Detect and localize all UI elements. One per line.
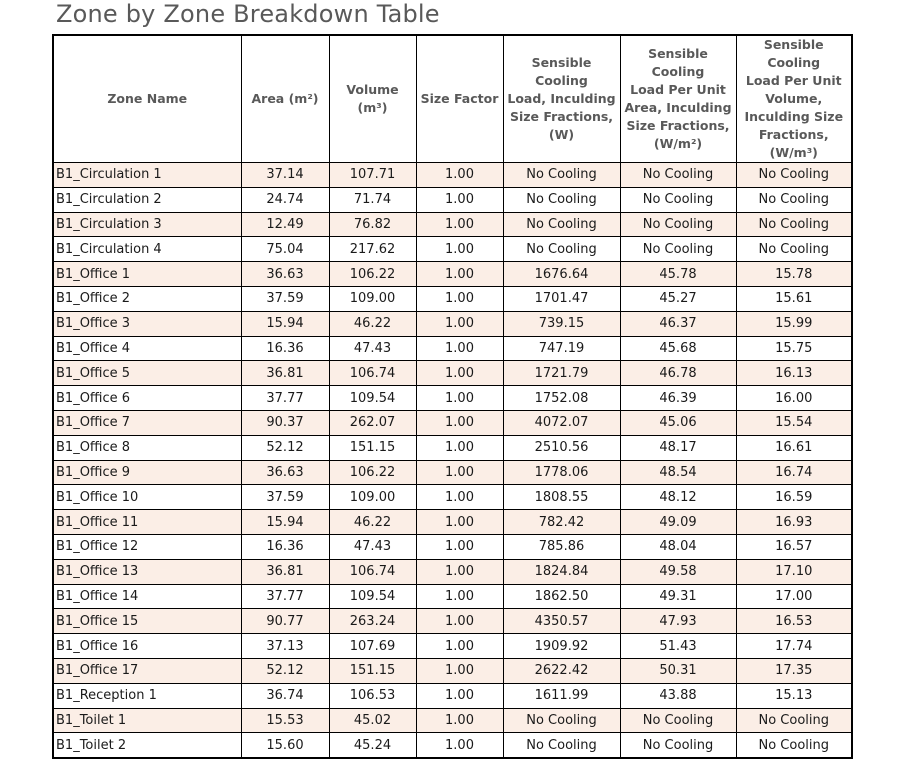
cooling-load-cell: 4072.07 <box>503 410 620 435</box>
header-line: (W) <box>548 127 575 142</box>
header-line: (W/m³) <box>769 145 818 160</box>
load-per-area-cell: 45.06 <box>620 410 736 435</box>
size-factor-cell: 1.00 <box>416 658 503 683</box>
load-per-volume-cell: No Cooling <box>736 237 852 262</box>
header-line: Fractions, <box>758 127 829 142</box>
table-row <box>53 311 852 336</box>
size-factor-cell: 1.00 <box>416 286 503 311</box>
area-cell: 15.94 <box>241 510 329 535</box>
volume-cell: 106.74 <box>329 361 416 386</box>
cooling-load-cell: 1752.08 <box>503 386 620 411</box>
load-per-volume-cell: 17.74 <box>736 634 852 659</box>
load-per-area-cell: 46.39 <box>620 386 736 411</box>
header-line: Load Per Unit <box>630 82 726 97</box>
load-per-area-cell: 45.78 <box>620 262 736 287</box>
area-cell: 37.77 <box>241 386 329 411</box>
volume-cell: 106.22 <box>329 262 416 287</box>
volume-cell: 47.43 <box>329 534 416 559</box>
cooling-load-cell: 1778.06 <box>503 460 620 485</box>
zone-breakdown-table <box>52 34 853 759</box>
volume-cell: 109.54 <box>329 584 416 609</box>
load-per-volume-cell: 17.10 <box>736 559 852 584</box>
cooling-load-cell: 1862.50 <box>503 584 620 609</box>
size-factor-cell: 1.00 <box>416 584 503 609</box>
header-line: Inculding Size <box>744 109 844 124</box>
cooling-load-cell: 1701.47 <box>503 286 620 311</box>
table-row <box>53 658 852 683</box>
table-body <box>53 163 852 759</box>
header-row <box>53 35 852 163</box>
size-factor-cell: 1.00 <box>416 361 503 386</box>
table-row <box>53 559 852 584</box>
load-per-area-cell: No Cooling <box>620 212 736 237</box>
area-cell: 36.81 <box>241 559 329 584</box>
cooling-load-cell: No Cooling <box>503 212 620 237</box>
area-cell: 12.49 <box>241 212 329 237</box>
load-per-area-cell: No Cooling <box>620 708 736 733</box>
load-per-volume-cell: 16.57 <box>736 534 852 559</box>
load-per-volume-cell: No Cooling <box>736 212 852 237</box>
zone-name-cell: B1_Office 17 <box>53 658 241 683</box>
table-row <box>53 460 852 485</box>
area-cell: 75.04 <box>241 237 329 262</box>
zone-name-cell: B1_Office 16 <box>53 634 241 659</box>
load-per-volume-cell: 15.61 <box>736 286 852 311</box>
header-volume: Volume (m³) <box>329 35 416 163</box>
table-row <box>53 336 852 361</box>
page-title: Zone by Zone Breakdown Table <box>56 0 440 28</box>
header-line: Sensible Cooling <box>648 46 708 79</box>
area-cell: 15.60 <box>241 733 329 758</box>
size-factor-cell: 1.00 <box>416 163 503 188</box>
header-line: Area, Inculding <box>624 100 732 115</box>
table-row <box>53 584 852 609</box>
load-per-volume-cell: No Cooling <box>736 733 852 758</box>
cooling-load-cell: 4350.57 <box>503 609 620 634</box>
size-factor-cell: 1.00 <box>416 559 503 584</box>
size-factor-cell: 1.00 <box>416 262 503 287</box>
volume-cell: 47.43 <box>329 336 416 361</box>
cooling-load-cell: No Cooling <box>503 733 620 758</box>
zone-name-cell: B1_Circulation 4 <box>53 237 241 262</box>
size-factor-cell: 1.00 <box>416 708 503 733</box>
zone-name-cell: B1_Office 1 <box>53 262 241 287</box>
table-row <box>53 510 852 535</box>
load-per-area-cell: 48.04 <box>620 534 736 559</box>
load-per-volume-cell: 16.59 <box>736 485 852 510</box>
size-factor-cell: 1.00 <box>416 683 503 708</box>
table-row <box>53 361 852 386</box>
zone-name-cell: B1_Office 15 <box>53 609 241 634</box>
cooling-load-cell: 747.19 <box>503 336 620 361</box>
zone-name-cell: B1_Reception 1 <box>53 683 241 708</box>
load-per-area-cell: 43.88 <box>620 683 736 708</box>
load-per-volume-cell: 17.00 <box>736 584 852 609</box>
cooling-load-cell: 1611.99 <box>503 683 620 708</box>
load-per-area-cell: 46.78 <box>620 361 736 386</box>
zone-name-cell: B1_Office 11 <box>53 510 241 535</box>
header-area: Area (m²) <box>241 35 329 163</box>
load-per-volume-cell: 15.54 <box>736 410 852 435</box>
size-factor-cell: 1.00 <box>416 634 503 659</box>
zone-name-cell: B1_Office 5 <box>53 361 241 386</box>
size-factor-cell: 1.00 <box>416 609 503 634</box>
header-line: (W/m²) <box>653 136 703 151</box>
load-per-volume-cell: No Cooling <box>736 163 852 188</box>
volume-cell: 263.24 <box>329 609 416 634</box>
volume-cell: 107.71 <box>329 163 416 188</box>
header-load-per-area <box>620 35 736 163</box>
size-factor-cell: 1.00 <box>416 187 503 212</box>
table-row <box>53 534 852 559</box>
table-row <box>53 634 852 659</box>
area-cell: 90.77 <box>241 609 329 634</box>
load-per-volume-cell: 16.00 <box>736 386 852 411</box>
load-per-area-cell: No Cooling <box>620 163 736 188</box>
volume-cell: 46.22 <box>329 311 416 336</box>
size-factor-cell: 1.00 <box>416 410 503 435</box>
cooling-load-cell: 782.42 <box>503 510 620 535</box>
zone-name-cell: B1_Office 8 <box>53 435 241 460</box>
load-per-area-cell: 48.54 <box>620 460 736 485</box>
area-cell: 15.53 <box>241 708 329 733</box>
cooling-load-cell: No Cooling <box>503 163 620 188</box>
table-row <box>53 683 852 708</box>
volume-cell: 151.15 <box>329 658 416 683</box>
load-per-area-cell: 49.09 <box>620 510 736 535</box>
load-per-area-cell: No Cooling <box>620 187 736 212</box>
load-per-volume-cell: No Cooling <box>736 187 852 212</box>
size-factor-cell: 1.00 <box>416 386 503 411</box>
cooling-load-cell: 2622.42 <box>503 658 620 683</box>
area-cell: 37.13 <box>241 634 329 659</box>
zone-name-cell: B1_Office 4 <box>53 336 241 361</box>
table-row <box>53 187 852 212</box>
zone-name-cell: B1_Circulation 1 <box>53 163 241 188</box>
size-factor-cell: 1.00 <box>416 237 503 262</box>
size-factor-cell: 1.00 <box>416 311 503 336</box>
table-row <box>53 262 852 287</box>
table-row <box>53 708 852 733</box>
volume-cell: 106.22 <box>329 460 416 485</box>
load-per-area-cell: 49.31 <box>620 584 736 609</box>
size-factor-cell: 1.00 <box>416 510 503 535</box>
area-cell: 36.63 <box>241 460 329 485</box>
volume-cell: 106.74 <box>329 559 416 584</box>
size-factor-cell: 1.00 <box>416 336 503 361</box>
load-per-volume-cell: 16.61 <box>736 435 852 460</box>
area-cell: 37.14 <box>241 163 329 188</box>
header-line: Size Fractions, <box>626 118 730 133</box>
volume-cell: 151.15 <box>329 435 416 460</box>
zone-name-cell: B1_Circulation 2 <box>53 187 241 212</box>
area-cell: 90.37 <box>241 410 329 435</box>
volume-cell: 262.07 <box>329 410 416 435</box>
table-row <box>53 733 852 758</box>
load-per-area-cell: 48.17 <box>620 435 736 460</box>
size-factor-cell: 1.00 <box>416 212 503 237</box>
zone-name-cell: B1_Office 3 <box>53 311 241 336</box>
volume-cell: 109.54 <box>329 386 416 411</box>
load-per-area-cell: 47.93 <box>620 609 736 634</box>
size-factor-cell: 1.00 <box>416 733 503 758</box>
cooling-load-cell: 785.86 <box>503 534 620 559</box>
header-sensible-cooling-load <box>503 35 620 163</box>
size-factor-cell: 1.00 <box>416 435 503 460</box>
volume-cell: 109.00 <box>329 485 416 510</box>
load-per-area-cell: 45.68 <box>620 336 736 361</box>
load-per-area-cell: No Cooling <box>620 237 736 262</box>
area-cell: 36.74 <box>241 683 329 708</box>
load-per-area-cell: 45.27 <box>620 286 736 311</box>
table-row <box>53 386 852 411</box>
table-row <box>53 609 852 634</box>
header-line: Sensible Cooling <box>531 55 592 88</box>
area-cell: 15.94 <box>241 311 329 336</box>
table-row <box>53 237 852 262</box>
zone-name-cell: B1_Office 12 <box>53 534 241 559</box>
zone-name-cell: B1_Office 2 <box>53 286 241 311</box>
header-zone-name: Zone Name <box>53 35 241 163</box>
load-per-volume-cell: 16.13 <box>736 361 852 386</box>
area-cell: 36.63 <box>241 262 329 287</box>
load-per-volume-cell: 16.74 <box>736 460 852 485</box>
zone-name-cell: B1_Circulation 3 <box>53 212 241 237</box>
header-line: Load, Inculding <box>507 91 616 106</box>
volume-cell: 76.82 <box>329 212 416 237</box>
load-per-volume-cell: 16.93 <box>736 510 852 535</box>
zone-name-cell: B1_Toilet 1 <box>53 708 241 733</box>
header-line: Sensible Cooling <box>763 37 824 70</box>
area-cell: 37.77 <box>241 584 329 609</box>
area-cell: 52.12 <box>241 658 329 683</box>
area-cell: 37.59 <box>241 286 329 311</box>
cooling-load-cell: 1808.55 <box>503 485 620 510</box>
zone-name-cell: B1_Office 14 <box>53 584 241 609</box>
volume-cell: 107.69 <box>329 634 416 659</box>
header-line: Load Per Unit <box>745 73 842 88</box>
volume-cell: 109.00 <box>329 286 416 311</box>
header-size-factor: Size Factor <box>416 35 503 163</box>
zone-name-cell: B1_Office 7 <box>53 410 241 435</box>
area-cell: 37.59 <box>241 485 329 510</box>
volume-cell: 45.02 <box>329 708 416 733</box>
header-line: Volume, <box>765 91 823 106</box>
load-per-volume-cell: 15.13 <box>736 683 852 708</box>
size-factor-cell: 1.00 <box>416 460 503 485</box>
header-line: Size Fractions, <box>509 109 614 124</box>
cooling-load-cell: No Cooling <box>503 708 620 733</box>
load-per-volume-cell: 15.99 <box>736 311 852 336</box>
zone-name-cell: B1_Office 6 <box>53 386 241 411</box>
area-cell: 52.12 <box>241 435 329 460</box>
area-cell: 24.74 <box>241 187 329 212</box>
zone-name-cell: B1_Office 13 <box>53 559 241 584</box>
table-row <box>53 485 852 510</box>
cooling-load-cell: 1676.64 <box>503 262 620 287</box>
volume-cell: 106.53 <box>329 683 416 708</box>
table-row <box>53 410 852 435</box>
zone-name-cell: B1_Office 9 <box>53 460 241 485</box>
cooling-load-cell: 2510.56 <box>503 435 620 460</box>
load-per-area-cell: No Cooling <box>620 733 736 758</box>
load-per-area-cell: 49.58 <box>620 559 736 584</box>
zone-name-cell: B1_Office 10 <box>53 485 241 510</box>
cooling-load-cell: No Cooling <box>503 187 620 212</box>
area-cell: 36.81 <box>241 361 329 386</box>
table-row <box>53 163 852 188</box>
volume-cell: 46.22 <box>329 510 416 535</box>
load-per-volume-cell: 17.35 <box>736 658 852 683</box>
area-cell: 16.36 <box>241 336 329 361</box>
cooling-load-cell: 739.15 <box>503 311 620 336</box>
load-per-volume-cell: No Cooling <box>736 708 852 733</box>
table-row <box>53 212 852 237</box>
area-cell: 16.36 <box>241 534 329 559</box>
zone-name-cell: B1_Toilet 2 <box>53 733 241 758</box>
size-factor-cell: 1.00 <box>416 534 503 559</box>
volume-cell: 71.74 <box>329 187 416 212</box>
cooling-load-cell: 1909.92 <box>503 634 620 659</box>
cooling-load-cell: 1824.84 <box>503 559 620 584</box>
load-per-volume-cell: 16.53 <box>736 609 852 634</box>
load-per-area-cell: 51.43 <box>620 634 736 659</box>
load-per-volume-cell: 15.75 <box>736 336 852 361</box>
load-per-area-cell: 48.12 <box>620 485 736 510</box>
cooling-load-cell: No Cooling <box>503 237 620 262</box>
load-per-volume-cell: 15.78 <box>736 262 852 287</box>
volume-cell: 217.62 <box>329 237 416 262</box>
load-per-area-cell: 46.37 <box>620 311 736 336</box>
header-load-per-volume <box>736 35 852 163</box>
table-row <box>53 286 852 311</box>
cooling-load-cell: 1721.79 <box>503 361 620 386</box>
load-per-area-cell: 50.31 <box>620 658 736 683</box>
table-row <box>53 435 852 460</box>
volume-cell: 45.24 <box>329 733 416 758</box>
size-factor-cell: 1.00 <box>416 485 503 510</box>
